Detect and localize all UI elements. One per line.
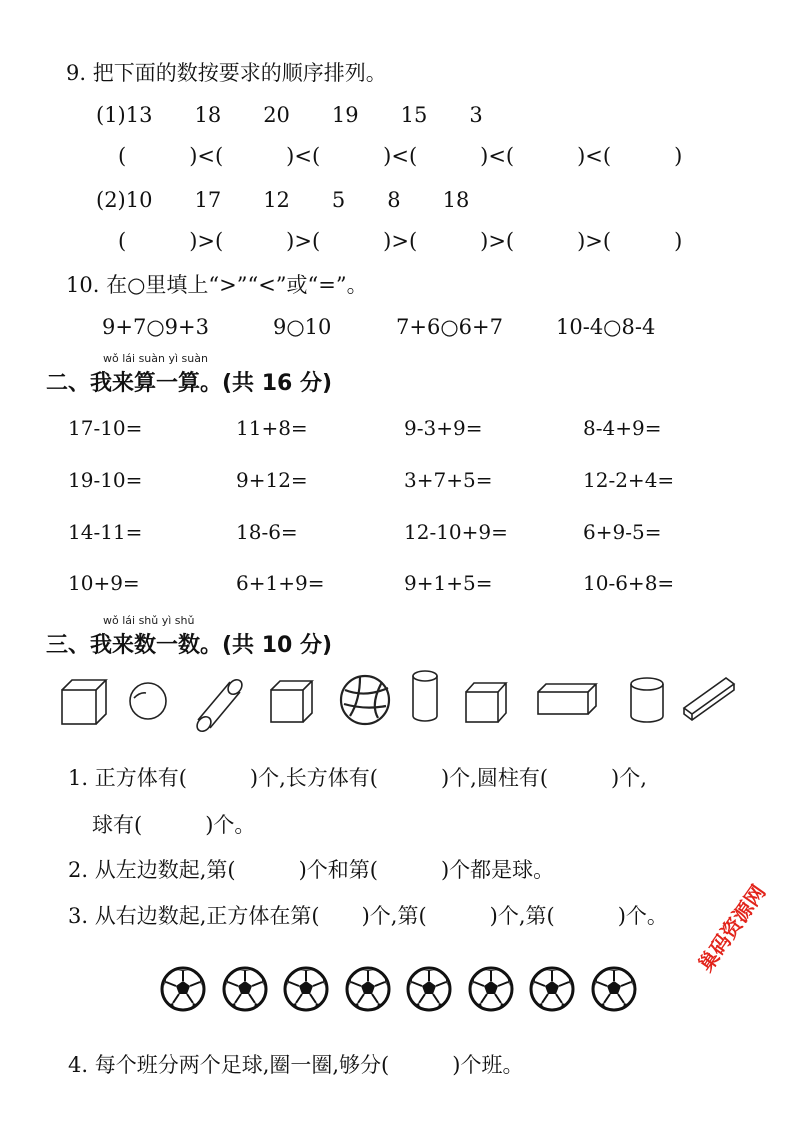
q9-title: 9. 把下面的数按要求的顺序排列。 xyxy=(66,61,387,85)
cylinder-lying-icon xyxy=(194,677,244,734)
section3-q1-line1[interactable]: 1. 正方体有( )个,长方体有( )个,圆柱有( )个, xyxy=(68,766,647,790)
calc-item[interactable]: 9-3+9= xyxy=(404,416,483,440)
q10-item[interactable]: 10-4○8-4 xyxy=(556,315,656,339)
soccer-ball-icon[interactable] xyxy=(222,966,268,1012)
q10-item[interactable]: 9○10 xyxy=(273,315,332,339)
soccer-ball-icon[interactable] xyxy=(468,966,514,1012)
calc-item[interactable]: 9+12= xyxy=(236,468,308,492)
soccer-ball-icon[interactable] xyxy=(283,966,329,1012)
cube-icon xyxy=(466,683,506,722)
soccer-ball-icon[interactable] xyxy=(160,966,206,1012)
section3-q2[interactable]: 2. 从左边数起,第( )个和第( )个都是球。 xyxy=(68,858,555,882)
calc-item[interactable]: 3+7+5= xyxy=(404,468,493,492)
calc-item[interactable]: 9+1+5= xyxy=(404,571,493,595)
section3-q4[interactable]: 4. 每个班分两个足球,圈一圈,够分( )个班。 xyxy=(68,1053,524,1077)
soccer-ball-icon[interactable] xyxy=(591,966,637,1012)
soccer-ball-icon[interactable] xyxy=(345,966,391,1012)
section2-title: 二、我来算一算。(共 16 分) xyxy=(46,371,333,396)
soccer-ball-icon[interactable] xyxy=(406,966,452,1012)
cube-icon xyxy=(62,680,106,724)
calc-item[interactable]: 11+8= xyxy=(236,416,308,440)
calc-item[interactable]: 6+9-5= xyxy=(583,520,662,544)
section3-title: 三、我来数一数。(共 10 分) xyxy=(46,633,333,658)
section3-q3[interactable]: 3. 从右边数起,正方体在第( )个,第( )个,第( )个。 xyxy=(68,904,668,928)
q9-part2-blanks[interactable]: ( )>( )>( )>( )>( )>( ) xyxy=(118,229,683,253)
section2-pinyin: wǒ lái suàn yì suàn xyxy=(103,352,208,365)
calc-item[interactable]: 18-6= xyxy=(236,520,298,544)
volleyball-icon xyxy=(341,676,389,724)
section3-q1-line2[interactable]: 球有( )个。 xyxy=(92,813,256,837)
cylinder-icon xyxy=(631,678,663,722)
calc-item[interactable]: 17-10= xyxy=(68,416,143,440)
cuboid-icon xyxy=(538,684,596,714)
q9-part2-numbers: (2)10 17 12 5 8 18 xyxy=(96,188,470,212)
calc-item[interactable]: 8-4+9= xyxy=(583,416,662,440)
q10-title: 10. 在○里填上“>”“<”或“=”。 xyxy=(66,273,368,297)
calc-item[interactable]: 12-2+4= xyxy=(583,468,675,492)
calc-item[interactable]: 12-10+9= xyxy=(404,520,508,544)
soccer-ball-icon[interactable] xyxy=(529,966,575,1012)
cube-icon xyxy=(271,681,312,722)
calc-item[interactable]: 10+9= xyxy=(68,571,140,595)
watermark: 巢码资源网 xyxy=(693,880,771,977)
calc-item[interactable]: 6+1+9= xyxy=(236,571,325,595)
q9-part1-numbers: (1)13 18 20 19 15 3 xyxy=(96,103,483,127)
q10-item[interactable]: 7+6○6+7 xyxy=(396,315,503,339)
sphere-icon xyxy=(130,683,166,719)
q10-item[interactable]: 9+7○9+3 xyxy=(102,315,209,339)
calc-item[interactable]: 10-6+8= xyxy=(583,571,675,595)
calc-item[interactable]: 19-10= xyxy=(68,468,143,492)
calc-item[interactable]: 14-11= xyxy=(68,520,143,544)
q9-part1-blanks[interactable]: ( )<( )<( )<( )<( )<( ) xyxy=(118,144,683,168)
section3-pinyin: wǒ lái shǔ yì shǔ xyxy=(103,614,195,627)
shapes-row xyxy=(0,660,793,740)
cylinder-tall-icon xyxy=(413,671,437,721)
soccer-ball-row xyxy=(160,966,650,1014)
cuboid-slanted-icon xyxy=(684,678,734,720)
